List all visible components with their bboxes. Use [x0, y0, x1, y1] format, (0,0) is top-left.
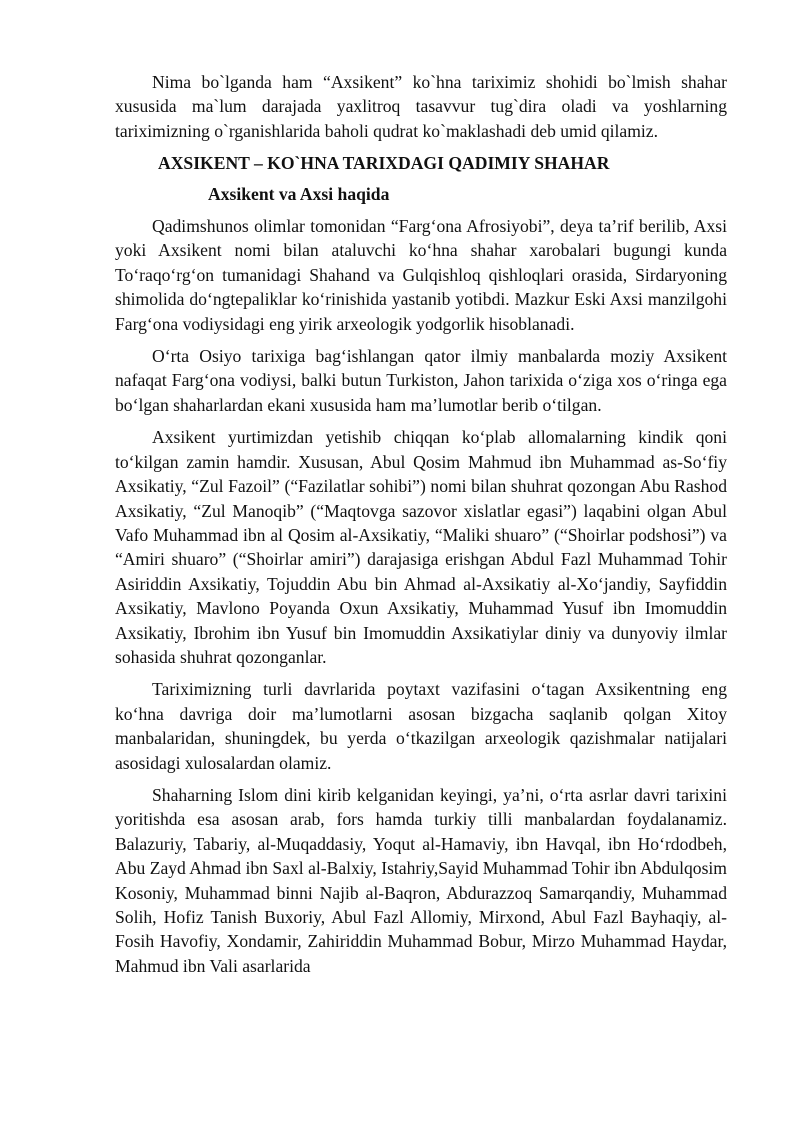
body-paragraph: Tariximizning turli davrlarida poytaxt vazifasini o‘tagan Axsikentning eng ko‘hna davriga doir ma’lumotlarni asosan bizgacha saqlanib qolgan Xitoy manbalaridan, shuningdek, bu yerda o‘tkazilgan arxeologik qazishmalar natijalari asosidagi xulosalardan olamiz.: [115, 679, 727, 773]
body-paragraph: Shaharning Islom dini kirib kelganidan keyingi, ya’ni, o‘rta asrlar davri tarixini yoritishda esa asosan arab, fors hamda turkiy tilli manbalardan foydalanamiz. Balazuriy, Tabariy, al-Muqaddasiy, Yoqut al-Hamaviy, ibn Havqal, ibn Ho‘rdodbeh, Abu Zayd Ahmad ibn Saxl al-Balxiy, Istahriy,Sayid Muhammad Tohir ibn Abdulqosim Kosoniy, Muhammad binni Najib al-Baqron, Abdurazzoq Samarqandiy, Muhammad Solih, Hofiz Tanish Buxoriy, Abul Fazl Allomiy, Mirxond, Abul Fazl Bayhaqiy, al-Fosih Havofiy, Xondamir, Zahiriddin Muhammad Bobur, Mirzo Muhammad Haydar, Mahmud ibn Vali asarlarida: [115, 784, 727, 976]
body-paragraph: Qadimshunos olimlar tomonidan “Farg‘ona Afrosiyobi”, deya ta’rif berilib, Axsi yoki Axsikent nomi bilan ataluvchi ko‘hna shahar xarobalari bugungi kunda To‘raqo‘rg‘on tumanidagi Shahand va Gulqishloq qishloqlari orasida, Sirdaryoning shimolida do‘ngtepaliklar ko‘rinishida yastanib yotibdi. Mazkur Eski Axsi manzilgohi Farg‘ona vodiysidagi eng yirik arxeologik yodgorlik hisoblanadi.: [115, 216, 727, 334]
body-paragraph: Axsikent yurtimizdan yetishib chiqqan ko‘plab allomalarning kindik qoni to‘kilgan zamin hamdir. Xususan, Abul Qosim Mahmud ibn Muhammad as-So‘fiy Axsikatiy, “Zul Fazoil” (“Fazilatlar sohibi”) nomi bilan shuhrat qozongan Abu Rashod Axsikatiy, “Zul Manoqib” (“Maqtovga sazovor xislatlar egasi”) laqabini olgan Abul Vafo Muhammad ibn al Qosim al-Axsikatiy, “Maliki shuaro” (“Shoirlar podshosi”) va “Amiri shuaro” (“Shoirlar amiri”) darajasiga erishgan Abdul Fazl Muhammad Tohir Asiriddin Axsikatiy, Tojuddin Abu bin Ahmad al-Axsikatiy al-Xo‘jandiy, Sayfiddin Axsikatiy, Mavlono Poyanda Oxun Axsikatiy, Muhammad Yusuf ibn Imomuddin Axsikatiy, Ibrohim ibn Yusuf bin Imomuddin Axsikatiylar diniy va dunyoviy ilmlar sohasida shuhrat qozonganlar.: [115, 427, 727, 667]
chapter-title: AXSIKENT – KO`HNA TARIXDAGI QADIMIY SHAHAR: [158, 153, 610, 174]
body-paragraph: O‘rta Osiyo tarixiga bag‘ishlangan qator ilmiy manbalarda moziy Axsikent nafaqat Farg‘ona vodiysi, balki butun Turkiston, Jahon tarixida o‘ziga xos o‘ringa ega bo‘lgan shaharlardan ekani xususida ham ma’lumotlar berib o‘tilgan.: [115, 346, 727, 415]
document-page: [115, 70, 727, 986]
section-title: Axsikent va Axsi haqida: [208, 183, 390, 204]
intro-paragraph: Nima bo`lganda ham “Axsikent” ko`hna tariximiz shohidi bo`lmish shahar xususida ma`lum darajada yaxlitroq tasavvur tug`dira oladi va yoshlarning tariximizning o`rganishlarida baholi qudrat ko`maklashadi deb umid qilamiz.: [115, 72, 727, 141]
